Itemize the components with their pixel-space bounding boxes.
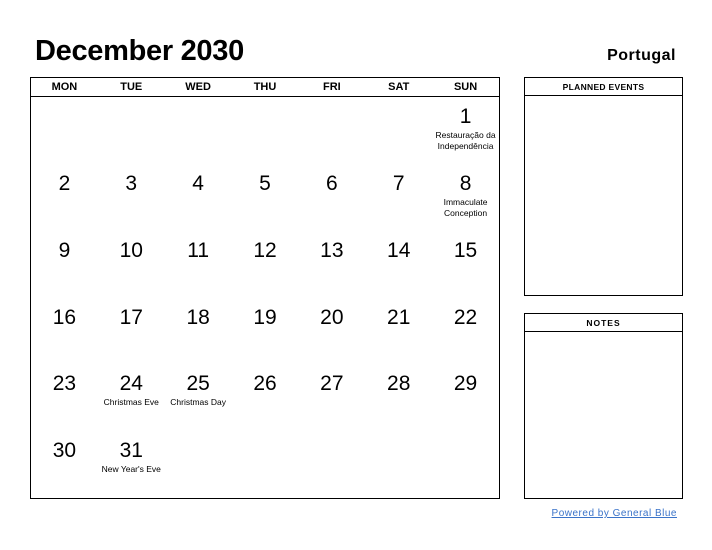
weekday-label: MON xyxy=(51,81,78,93)
day-cell xyxy=(232,298,299,365)
notes-panel xyxy=(524,313,683,499)
weekday-label: SUN xyxy=(453,81,478,93)
weekday-label: WED xyxy=(185,81,211,93)
day-number: 2 xyxy=(58,171,71,195)
holiday-label: Christmas Day xyxy=(170,397,226,408)
day-cell xyxy=(98,364,165,431)
day-cell xyxy=(31,364,98,431)
day-cell xyxy=(365,164,432,231)
day-cell xyxy=(232,364,299,431)
day-cell xyxy=(298,164,365,231)
day-cell xyxy=(432,97,499,164)
empty-day-cell xyxy=(232,431,299,498)
day-number: 6 xyxy=(326,171,338,195)
day-cell xyxy=(365,231,432,298)
day-cell xyxy=(165,164,232,231)
day-number: 13 xyxy=(320,238,344,262)
weekday-label: FRI xyxy=(322,81,341,93)
empty-day-cell xyxy=(298,431,365,498)
day-number: 26 xyxy=(253,372,277,396)
day-cell xyxy=(98,164,165,231)
day-number: 7 xyxy=(392,171,405,195)
day-number: 20 xyxy=(320,305,344,329)
empty-day-cell xyxy=(232,97,299,164)
day-number: 23 xyxy=(52,372,77,396)
empty-day-cell xyxy=(31,97,98,164)
weekday-label: TUE xyxy=(120,81,143,93)
day-cell xyxy=(165,298,232,365)
day-number: 30 xyxy=(52,439,77,463)
day-cell xyxy=(98,231,165,298)
country-label: Portugal xyxy=(607,47,676,64)
day-cell xyxy=(98,431,165,498)
day-cell xyxy=(165,364,232,431)
empty-day-cell xyxy=(298,97,365,164)
day-cell xyxy=(432,164,499,231)
holiday-label: Christmas Eve xyxy=(103,397,159,408)
day-number: 8 xyxy=(459,171,472,195)
day-cell xyxy=(365,298,432,365)
empty-day-cell xyxy=(432,431,499,498)
day-number: 18 xyxy=(186,305,210,329)
day-number: 19 xyxy=(253,305,277,329)
day-cell xyxy=(31,431,98,498)
weekday-label: SAT xyxy=(388,81,410,93)
empty-day-cell xyxy=(98,97,165,164)
day-cell xyxy=(98,298,165,365)
empty-day-cell xyxy=(365,431,432,498)
day-number: 14 xyxy=(387,238,411,262)
day-number: 17 xyxy=(119,305,143,329)
day-cell xyxy=(365,364,432,431)
holiday-label: Restauração da Independência xyxy=(435,130,496,151)
day-number: 15 xyxy=(453,238,478,262)
day-cell xyxy=(298,298,365,365)
day-number: 11 xyxy=(187,238,210,262)
day-number: 1 xyxy=(459,105,472,128)
day-number: 4 xyxy=(192,171,204,195)
day-cell xyxy=(31,164,98,231)
day-cell xyxy=(31,231,98,298)
empty-day-cell xyxy=(365,97,432,164)
day-cell xyxy=(232,164,299,231)
day-cell xyxy=(165,231,232,298)
day-number: 5 xyxy=(259,171,271,195)
day-cell xyxy=(432,298,499,365)
day-number: 16 xyxy=(52,305,77,329)
day-number: 24 xyxy=(119,372,143,396)
planned-events-panel xyxy=(524,77,683,296)
day-number: 28 xyxy=(387,372,411,396)
notes-heading: NOTES xyxy=(525,314,682,332)
day-number: 27 xyxy=(320,372,344,396)
weekday-header xyxy=(31,78,499,97)
planned-events-heading: PLANNED EVENTS xyxy=(525,78,682,96)
empty-day-cell xyxy=(165,431,232,498)
day-cell xyxy=(232,231,299,298)
day-number: 22 xyxy=(453,305,478,329)
day-cell xyxy=(298,364,365,431)
month-calendar xyxy=(30,77,500,499)
day-number: 10 xyxy=(119,238,143,262)
empty-day-cell xyxy=(165,97,232,164)
powered-by-link[interactable]: Powered by General Blue xyxy=(551,508,677,519)
holiday-label: Immaculate Conception xyxy=(443,196,488,218)
day-cell xyxy=(31,298,98,365)
day-number: 3 xyxy=(125,171,138,195)
day-number: 21 xyxy=(387,305,411,329)
day-cell xyxy=(432,364,499,431)
day-number: 9 xyxy=(58,238,71,262)
weekday-label: THU xyxy=(253,81,277,93)
day-cell xyxy=(432,231,499,298)
holiday-label: New Year's Eve xyxy=(101,464,161,475)
day-number: 31 xyxy=(119,439,143,463)
calendar-grid xyxy=(31,97,499,498)
calendar-title: December 2030 xyxy=(35,35,244,67)
day-number: 25 xyxy=(186,372,210,396)
day-number: 29 xyxy=(453,372,478,396)
day-cell xyxy=(298,231,365,298)
day-number: 12 xyxy=(253,238,277,262)
